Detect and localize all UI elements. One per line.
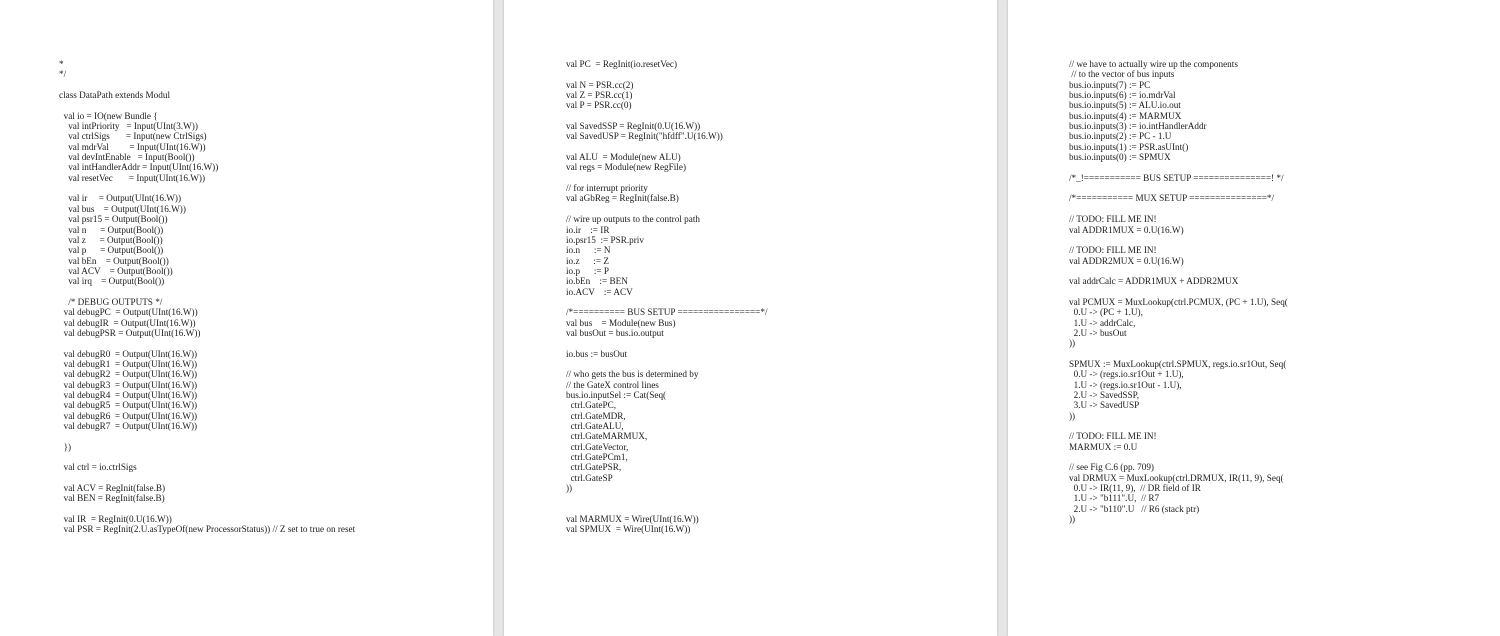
code-line: *	[59, 59, 64, 69]
code-line: val regs = Module(new RegFile)	[566, 162, 686, 173]
code-line: val aGbReg = RegInit(false.B)	[566, 193, 679, 204]
code-line	[59, 338, 355, 348]
code-line: 2.U -> busOut	[1069, 327, 1127, 338]
code-line: bus.io.inputs(5) := ALU.io.out	[1069, 100, 1181, 111]
code-line	[59, 452, 355, 462]
code-line	[1069, 183, 1288, 193]
code-line: val SavedUSP = RegInit("hfdff".U(16.W))	[566, 131, 723, 142]
code-line: val debugR7 = Output(UInt(16.W))	[59, 421, 198, 432]
code-line: bus.io.inputs(6) := io.mdrVal	[1069, 90, 1176, 101]
code-line: val PCMUX = MuxLookup(ctrl.PCMUX, (PC + 1.U), Seq(	[1069, 296, 1288, 307]
code-line: // to the vector of bus inputs	[1069, 69, 1175, 80]
code-line: io.p := P	[566, 265, 609, 276]
code-line: bus.io.inputs(2) := PC - 1.U	[1069, 131, 1172, 142]
code-line: 1.U -> addrCalc,	[1069, 317, 1136, 328]
code-line: bus.io.inputs(0) := SPMUX	[1069, 152, 1171, 163]
code-line	[59, 287, 355, 297]
code-line: ctrl.GateMARMUX,	[566, 431, 648, 442]
code-line	[566, 69, 768, 79]
code-line: val ir = Output(UInt(16.W))	[59, 193, 182, 204]
code-line: val debugIR = Output(UInt(16.W))	[59, 317, 196, 328]
code-line	[1069, 452, 1288, 462]
code-line	[1069, 287, 1288, 297]
code-line: val p = Output(Bool())	[59, 245, 164, 256]
code-line	[566, 504, 768, 514]
code-line: val debugR6 = Output(UInt(16.W))	[59, 410, 198, 421]
code-line: // TODO: FILL ME IN!	[1069, 214, 1157, 225]
code-line: // we have to actually wire up the components	[1069, 59, 1238, 69]
code-line: 2.U -> "b110".U // R6 (stack ptr)	[1069, 503, 1200, 514]
code-line: val debugPC = Output(UInt(16.W))	[59, 307, 198, 318]
code-line: ctrl.GateVector,	[566, 441, 629, 452]
code-line	[566, 338, 768, 348]
code-line	[566, 297, 768, 307]
code-line: val BEN = RegInit(false.B)	[59, 493, 165, 504]
code-line: bus.io.inputSel := Cat(Seq(	[566, 390, 667, 400]
code-line: val debugR4 = Output(UInt(16.W))	[59, 390, 198, 400]
code-line: val resetVec = Input(UInt(16.W))	[59, 172, 206, 183]
code-line: val devIntEnable = Input(Bool())	[59, 152, 195, 163]
document-page-1	[0, 0, 493, 636]
code-line: // wire up outputs to the control path	[566, 214, 700, 225]
code-line	[566, 142, 768, 152]
code-line: val mdrVal = Input(UInt(16.W))	[59, 141, 206, 152]
code-line: // see Fig C.6 (pp. 709)	[1069, 462, 1154, 473]
code-line: val z = Output(Bool())	[59, 234, 163, 245]
code-line: val debugR1 = Output(UInt(16.W))	[59, 358, 198, 369]
code-line: bus.io.inputs(7) := PC	[1069, 79, 1151, 90]
code-line	[59, 183, 355, 193]
code-line: val PSR = RegInit(2.U.asTypeOf(new ProcessorStatus)) // Z set to true on reset	[59, 524, 356, 535]
code-line	[1069, 235, 1288, 245]
code-line: val ACV = Output(Bool())	[59, 265, 173, 276]
code-line: val N = PSR.cc(2)	[566, 79, 634, 90]
code-line: val P = PSR.cc(0)	[566, 100, 632, 111]
code-line: val ctrlSigs = Input(new CtrlSigs)	[59, 131, 207, 142]
code-line: 0.U -> IR(11, 9), // DR field of IR	[1069, 483, 1201, 494]
code-line: ctrl.GatePCm1,	[566, 452, 628, 463]
code-line: val ADDR1MUX = 0.U(16.W)	[1069, 224, 1184, 235]
code-line: /*========== BUS SETUP ================*/	[566, 307, 768, 318]
code-line	[59, 431, 355, 441]
code-line: val debugR0 = Output(UInt(16.W))	[59, 348, 198, 359]
code-line	[1069, 162, 1288, 172]
code-line: io.bEn := BEN	[566, 276, 628, 287]
code-line: val ADDR2MUX = 0.U(16.W)	[1069, 255, 1184, 266]
code-line: // who gets the bus is determined by	[566, 369, 699, 380]
code-line: */	[59, 69, 67, 80]
code-line: val debugR5 = Output(UInt(16.W))	[59, 400, 198, 411]
code-line	[566, 204, 768, 214]
code-text-page-1	[59, 59, 355, 535]
code-line	[566, 173, 768, 183]
document-page-3	[1008, 0, 1500, 636]
code-line: // TODO: FILL ME IN!	[1069, 431, 1157, 442]
code-line: 0.U -> (PC + 1.U),	[1069, 307, 1143, 318]
code-line: val DRMUX = MuxLookup(ctrl.DRMUX, IR(11, 9), Seq(	[1069, 472, 1284, 483]
code-line: io.n := N	[566, 245, 611, 256]
code-line: val io = IO(new Bundle {	[59, 110, 158, 121]
code-line: ctrl.GateSP	[566, 472, 613, 483]
code-line	[1069, 266, 1288, 276]
code-line: val Z = PSR.cc(1)	[566, 90, 633, 101]
code-line: val psr15 = Output(Bool())	[59, 214, 168, 225]
document-page-2	[504, 0, 997, 636]
code-line: // for interrupt priority	[566, 183, 648, 194]
code-line: val debugPSR = Output(UInt(16.W))	[59, 327, 201, 338]
code-line	[1069, 349, 1288, 359]
code-line: 0.U -> (regs.io.sr1Out + 1.U),	[1069, 369, 1184, 380]
code-line	[1069, 204, 1288, 214]
code-line: ctrl.GatePSR,	[566, 462, 622, 473]
code-line	[566, 359, 768, 369]
code-line: 1.U -> (regs.io.sr1Out - 1.U),	[1069, 379, 1182, 390]
code-line: val IR = RegInit(0.U(16.W))	[59, 514, 172, 525]
code-line: val addrCalc = ADDR1MUX + ADDR2MUX	[1069, 276, 1239, 287]
code-line: val PC = RegInit(io.resetVec)	[566, 59, 678, 69]
code-line: bus.io.inputs(3) := io.intHandlerAddr	[1069, 121, 1207, 132]
code-line: val bus = Output(UInt(16.W))	[59, 203, 186, 214]
code-line: ))	[566, 483, 573, 494]
code-line: ctrl.GateMDR,	[566, 410, 626, 421]
code-line: val n = Output(Bool())	[59, 224, 164, 235]
code-line: val ALU = Module(new ALU)	[566, 152, 681, 163]
code-line: bus.io.inputs(4) := MARMUX	[1069, 110, 1182, 121]
code-line: val MARMUX = Wire(UInt(16.W))	[566, 514, 699, 525]
code-line: MARMUX := 0.U	[1069, 441, 1138, 452]
code-line: 1.U -> "b111".U, // R7	[1069, 493, 1160, 504]
code-line: io.bus := busOut	[566, 348, 628, 359]
code-line: /*_!=========== BUS SETUP ===============! */	[1069, 172, 1284, 183]
code-line: ))	[1069, 514, 1076, 525]
code-line: SPMUX := MuxLookup(ctrl.SPMUX, regs.io.sr1Out, Seq(	[1069, 358, 1287, 369]
code-line: // TODO: FILL ME IN!	[1069, 245, 1157, 256]
code-line	[59, 80, 355, 90]
code-line: class DataPath extends Modul	[59, 90, 170, 101]
code-line: 3.U -> SavedUSP	[1069, 400, 1140, 411]
code-line: val intPriority = Input(UInt(3.W))	[59, 121, 198, 132]
code-line: io.z := Z	[566, 255, 609, 266]
code-line: ))	[1069, 410, 1076, 421]
code-line: val busOut = bus.io.output	[566, 327, 664, 338]
code-line: ctrl.GateALU,	[566, 421, 624, 432]
code-line: /* DEBUG OUTPUTS */	[59, 296, 163, 307]
code-line: /*=========== MUX SETUP ===============*/	[1069, 193, 1275, 204]
code-line: bus.io.inputs(1) := PSR.asUInt()	[1069, 141, 1189, 152]
code-line: val debugR2 = Output(UInt(16.W))	[59, 369, 198, 380]
code-line: 2.U -> SavedSSP,	[1069, 390, 1140, 400]
code-line: val bus = Module(new Bus)	[566, 317, 676, 328]
code-line: val ACV = RegInit(false.B)	[59, 483, 166, 494]
code-line: val SPMUX = Wire(UInt(16.W))	[566, 524, 691, 535]
code-text-page-2	[566, 59, 768, 535]
code-line: val irq = Output(Bool())	[59, 276, 165, 287]
code-line: val SavedSSP = RegInit(0.U(16.W))	[566, 121, 701, 132]
code-line: val intHandlerAddr = Input(UInt(16.W))	[59, 162, 219, 173]
code-line: })	[59, 441, 72, 452]
code-line: ctrl.GatePC,	[566, 400, 617, 411]
code-line	[1069, 421, 1288, 431]
code-text-page-3	[1069, 59, 1288, 524]
code-line: io.ir := IR	[566, 224, 610, 235]
code-line: val ctrl = io.ctrlSigs	[59, 462, 137, 473]
code-line: val debugR3 = Output(UInt(16.W))	[59, 379, 198, 390]
code-line	[59, 504, 355, 514]
code-line	[566, 111, 768, 121]
code-line: io.ACV := ACV	[566, 286, 633, 297]
code-line: io.psr15 := PSR.priv	[566, 234, 644, 245]
code-line: // the GateX control lines	[566, 379, 659, 390]
code-line	[566, 493, 768, 503]
code-line: ))	[1069, 338, 1076, 349]
code-line	[59, 100, 355, 110]
code-line: val bEn = Output(Bool())	[59, 255, 169, 266]
code-line	[59, 473, 355, 483]
